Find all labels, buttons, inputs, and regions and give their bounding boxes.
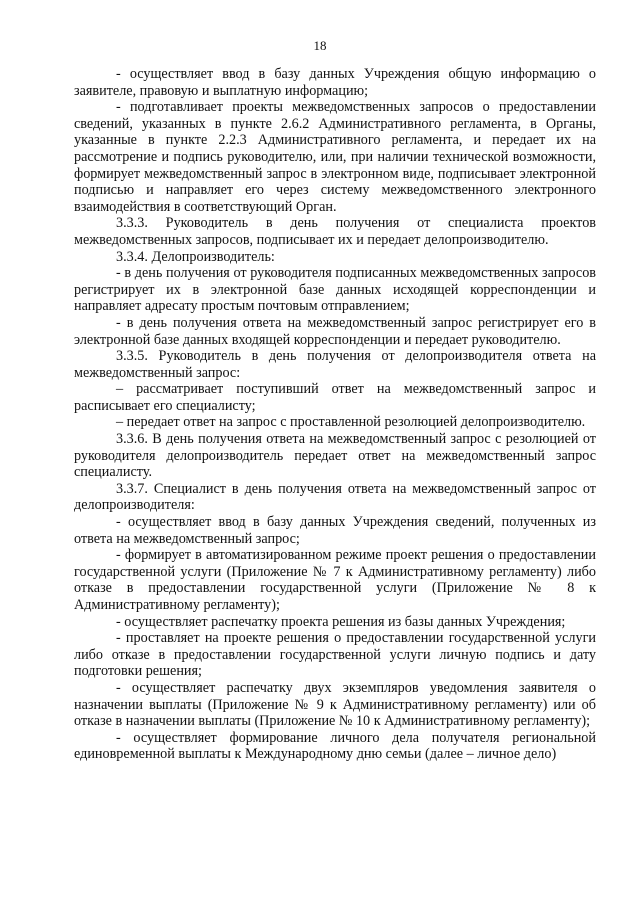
paragraph: - осуществляет распечатку проекта решения из базы данных Учреждения; [116, 613, 566, 630]
paragraph: 3.3.5. Руководитель в день получения от делопроизводителя ответа на межведомственный запрос: [74, 348, 596, 381]
paragraph: - осуществляет формирование личного дела получателя региональной единовременной выплаты к Международному дню семьи (далее – личное дело) [74, 729, 596, 763]
paragraph: - осуществляет ввод в базу данных Учреждения общую информацию о заявителе, правовую и выплатную информацию; [74, 66, 596, 99]
paragraph: - осуществляет ввод в базу данных Учреждения сведений, полученных из ответа на межведомственный запрос; [74, 514, 596, 547]
document-body [74, 66, 596, 763]
paragraph: 3.3.3. Руководитель в день получения от специалиста проектов межведомственных запросов, подписывает их и передает делопроизводителю. [74, 215, 596, 248]
page-number: 18 [313, 38, 327, 53]
paragraph: – передает ответ на запрос с проставленной резолюцией делопроизводителю. [116, 414, 586, 431]
paragraph: - в день получения ответа на межведомственный запрос регистрирует его в электронной базе данных входящей корреспонденции и передает руководителю. [74, 314, 596, 348]
paragraph: – рассматривает поступивший ответ на межведомственный запрос и расписывает его специалисту; [74, 381, 596, 414]
paragraph: - осуществляет распечатку двух экземпляров уведомления заявителя о назначении выплаты (Приложение № 9 к Административному регламенту) или об отказе в назначении выплаты (Приложение № 10 к Административному регламенту); [74, 679, 596, 730]
paragraph: 3.3.6. В день получения ответа на межведомственный запрос с резолюцией от руководителя делопроизводитель передает ответ на межведомственный запрос специалисту. [74, 431, 596, 481]
paragraph: 3.3.4. Делопроизводитель: [116, 248, 275, 265]
paragraph: - в день получения от руководителя подписанных межведомственных запросов регистрирует их в электронной базе данных исходящей корреспонденции и направляет адресату простым почтовым отправлением; [74, 265, 596, 315]
paragraph: - формирует в автоматизированном режиме проект решения о предоставлении государственной услуги (Приложение № 7 к Административному регламенту) либо отказе в предоставлении государственной услуги (Приложение № 8 к Административному регламенту); [74, 547, 596, 613]
paragraph: - проставляет на проекте решения о предоставлении государственной услуги либо отказе в предоставлении государственной услуги личную подпись и дату подготовки решения; [74, 630, 596, 680]
paragraph: - подготавливает проекты межведомственных запросов о предоставлении сведений, указанных в пункте 2.6.2 Административного регламента, в Органы, указанные в пункте 2.2.3 Административного регламента, и передает их на рассмотрение и подпись руководителю, или, при наличии технической возможности, формирует межведомственный запрос в электронном виде, подписывает электронной подписью и направляет его через систему межведомственного электронного взаимодействия в соответствующий Орган. [74, 99, 596, 215]
paragraph: 3.3.7. Специалист в день получения ответа на межведомственный запрос от делопроизводителя: [74, 480, 596, 514]
